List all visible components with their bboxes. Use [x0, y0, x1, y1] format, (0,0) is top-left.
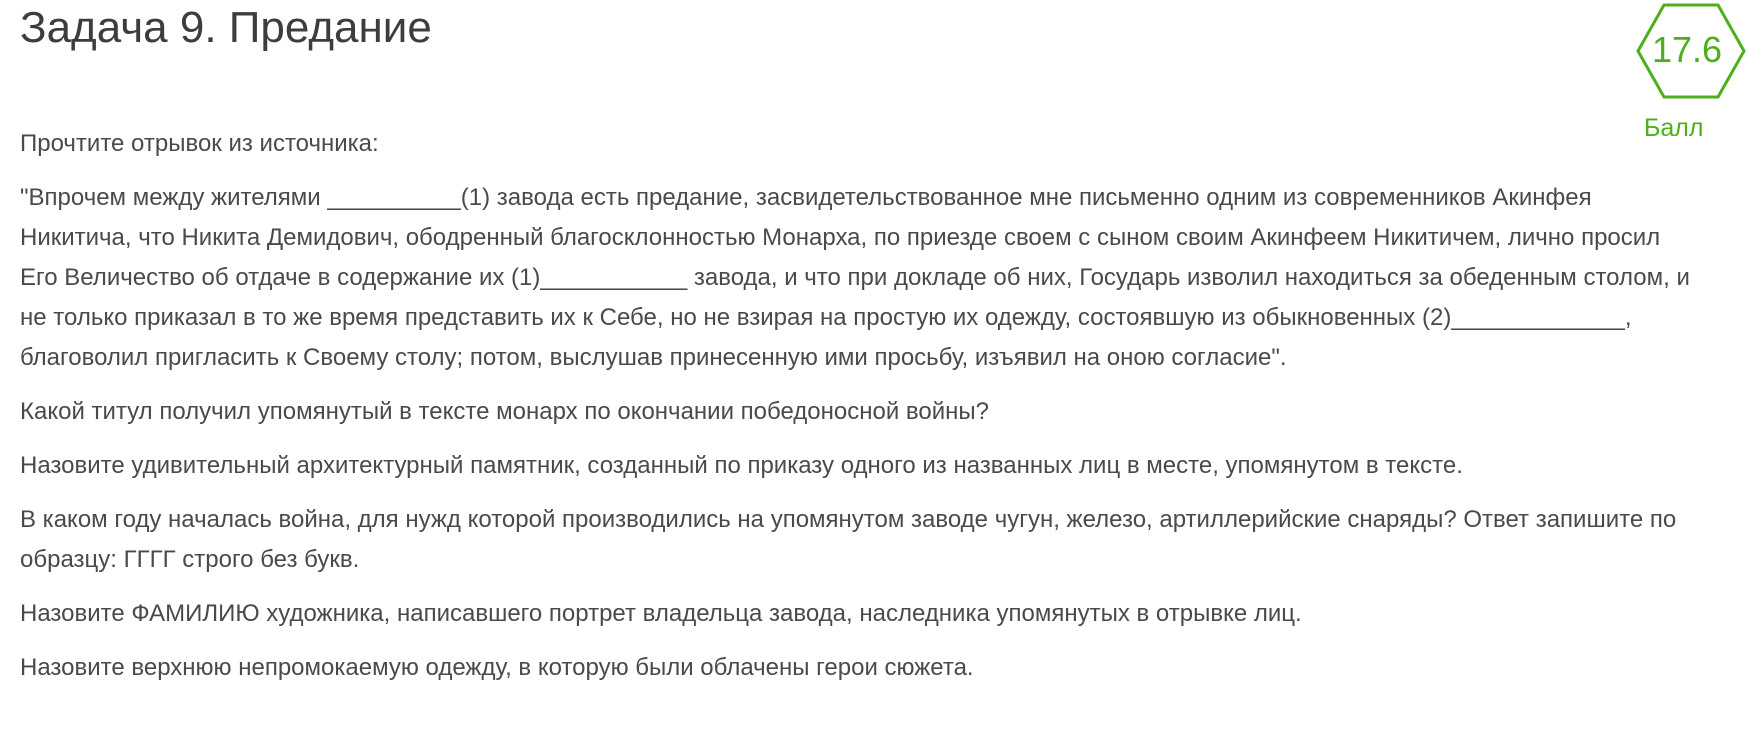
question-1: Какой титул получил упомянутый в тексте монарх по окончании победоносной войны? — [20, 398, 989, 425]
question-3: В каком году началась война, для нужд которой производились на упомянутом заводе чугун, железо, артиллерийские снаряды? Ответ запишите по образцу: ГГГГ строго без букв. — [20, 506, 1677, 573]
question-2: Назовите удивительный архитектурный памятник, созданный по приказу одного из названных лиц в месте, упомянутом в тексте. — [20, 452, 1463, 479]
task-intro: Прочтите отрывок из источника: — [20, 130, 379, 157]
page-title: Задача 9. Предание — [20, 3, 432, 52]
score-badge — [1636, 2, 1746, 100]
score-label: Балл — [1644, 114, 1704, 142]
score-value: 17.6 — [1652, 29, 1723, 70]
source-quote: "Впрочем между жителями __________(1) завода есть предание, засвидетельствованное мне письменно одним из современников Акинфея Никитича, что Никита Демидович, ободренный благосклонностью Монарха, по приезде своем с сыном своим Акинфеем Никитичем, лично просил Его Величество об отдаче в содержание их (1)___________ завода, и что при докладе об них, Государь изволил находиться за обеденным столом, и не только приказал в то же время представить их к Себе, но не взирая на простую их одежду, состоявшую из обыкновенных (2)_____________, благоволил пригласить к Своему столу; потом, выслушав принесенную ими просьбу, изъявил на оною согласие". — [20, 184, 1690, 371]
question-5: Назовите верхнюю непромокаемую одежду, в которую были облачены герои сюжета. — [20, 654, 974, 681]
task-content — [20, 124, 1700, 702]
question-4: Назовите ФАМИЛИЮ художника, написавшего портрет владельца завода, наследника упомянутых в отрывке лиц. — [20, 600, 1302, 627]
